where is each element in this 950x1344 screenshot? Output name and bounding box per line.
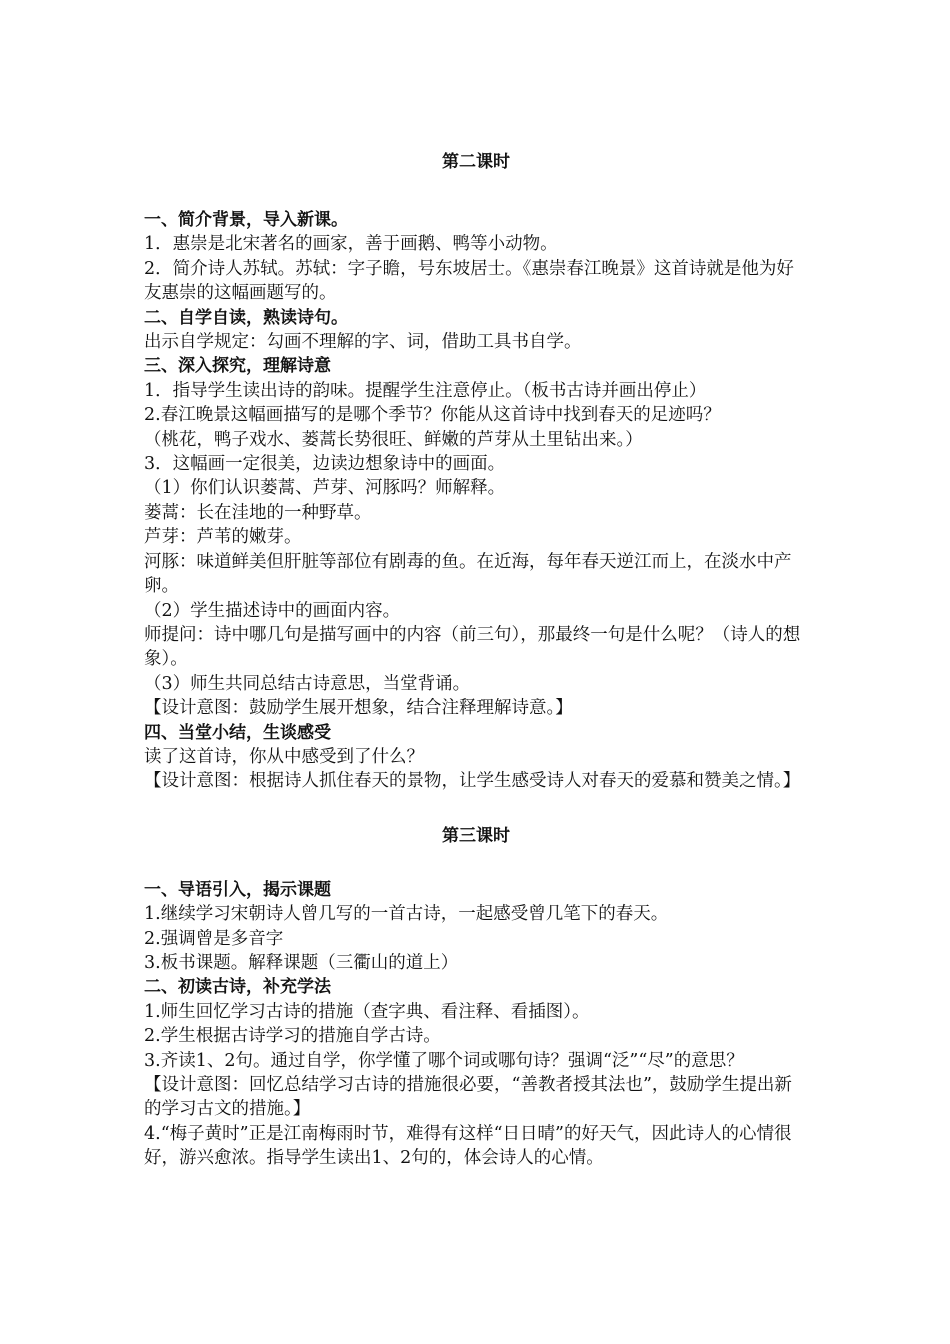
section-title-lesson-2: 第二课时 <box>442 152 510 172</box>
paragraph: 出示自学规定：勾画不理解的字、词，借助工具书自学。 <box>144 332 582 353</box>
paragraph: （1）你们认识蒌蒿、芦芽、河豚吗？师解释。 <box>144 478 506 499</box>
section-lesson-3-body <box>144 878 808 1171</box>
section-heading: 三、深入探究，理解诗意 <box>144 356 331 377</box>
paragraph: 【设计意图：鼓励学生展开想象，结合注释理解诗意。】 <box>144 698 573 719</box>
section-heading: 一、简介背景，导入新课。 <box>144 210 348 230</box>
paragraph: 1.师生回忆学习古诗的措施（查字典、看注释、看插图）。 <box>144 1001 590 1022</box>
section-title-lesson-3: 第三课时 <box>442 825 510 846</box>
paragraph: 1．惠崇是北宋著名的画家，善于画鹅、鸭等小动物。 <box>144 234 558 255</box>
document-page <box>144 148 808 1171</box>
paragraph: （2）学生描述诗中的画面内容。 <box>144 600 401 621</box>
paragraph: 2.春江晚景这幅画描写的是哪个季节？你能从这首诗中找到春天的足迹吗？ <box>144 405 721 426</box>
paragraph: 【设计意图：回忆总结学习古诗的措施很必要，“善教者授其法也”，鼓励学生提出新的学习古文的措施。】 <box>144 1075 792 1120</box>
paragraph: 3.齐读1、2句。通过自学，你学懂了哪个词或哪句诗？强调“泛”“尽”的意思？ <box>144 1050 744 1071</box>
paragraph: 1．指导学生读出诗的韵味。提醒学生注意停止。（板书古诗并画出停止） <box>144 380 707 401</box>
section-heading: 一、导语引入，揭示课题 <box>144 879 331 900</box>
paragraph: 读了这首诗，你从中感受到了什么？ <box>144 746 424 767</box>
paragraph: 2．简介诗人苏轼。苏轼：字子瞻，号东坡居士。《惠崇春江晚景》这首诗就是他为好友惠崇的这幅画题写的。 <box>144 258 794 304</box>
paragraph: 4.“梅子黄时”正是江南梅雨时节，难得有这样“日日晴”的好天气，因此诗人的心情很好，游兴愈浓。指导学生读出1、2句的，体会诗人的心情。 <box>144 1123 792 1169</box>
paragraph: 1.继续学习宋朝诗人曾几写的一首古诗，一起感受曾几笔下的春天。 <box>144 904 669 925</box>
paragraph: 蒌蒿：长在洼地的一种野草。 <box>144 502 372 523</box>
section-lesson-2-body <box>144 208 808 794</box>
paragraph: 2.强调曾是多音字 <box>144 928 284 949</box>
section-heading: 四、当堂小结，生谈感受 <box>144 722 331 743</box>
paragraph: 芦芽：芦苇的嫩芽。 <box>144 527 302 548</box>
paragraph: （桃花，鸭子戏水、蒌蒿长势很旺、鲜嫩的芦芽从土里钻出来。） <box>144 429 643 450</box>
paragraph: 【设计意图：根据诗人抓住春天的景物，让学生感受诗人对春天的爱慕和赞美之情。】 <box>144 771 801 792</box>
section-heading: 二、自学自读，熟读诗句。 <box>144 307 348 328</box>
paragraph: 河豚：味道鲜美但肝脏等部位有剧毒的鱼。在近海，每年春天逆江而上，在淡水中产卵。 <box>144 551 792 597</box>
paragraph: 师提问：诗中哪几句是描写画中的内容（前三句），那最终一句是什么呢？（诗人的想象）。 <box>144 624 801 670</box>
paragraph: （3）师生共同总结古诗意思，当堂背诵。 <box>144 673 471 694</box>
paragraph: 2.学生根据古诗学习的措施自学古诗。 <box>144 1026 441 1047</box>
paragraph: 3.板书课题。解释课题（三衢山的道上） <box>144 952 459 973</box>
section-heading: 二、初读古诗，补充学法 <box>144 977 331 998</box>
paragraph: 3．这幅画一定很美，边读边想象诗中的画面。 <box>144 454 506 475</box>
